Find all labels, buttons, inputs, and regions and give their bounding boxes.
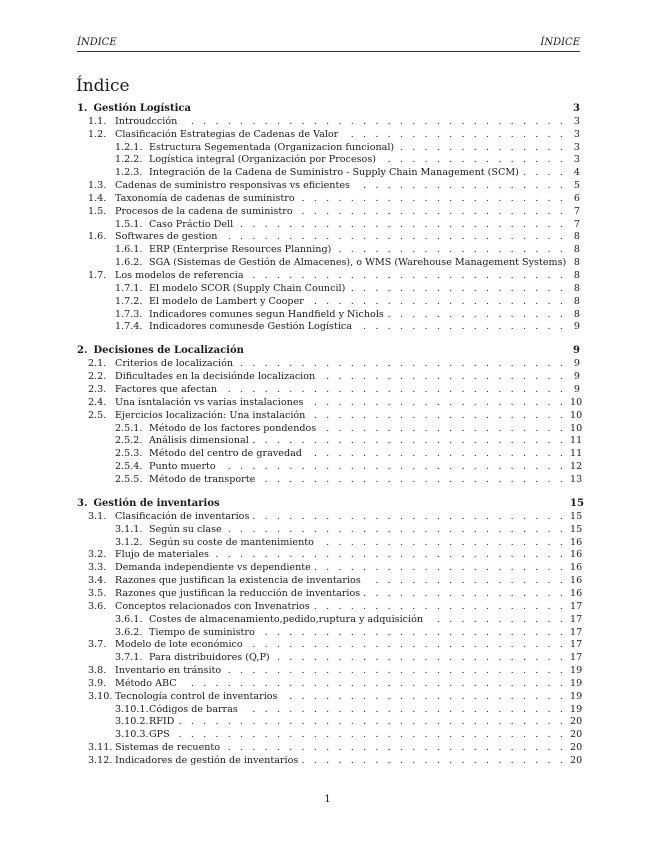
toc-entry-3-5[interactable] (77, 587, 583, 601)
toc-entry-number: 1.2.2. (115, 154, 143, 166)
toc-entry-number: 1.2.3. (115, 167, 143, 179)
toc-entry-number: 1.7.2. (115, 295, 143, 307)
toc-entry-number: 3.9. (88, 677, 107, 689)
toc-entry-3-6[interactable] (77, 600, 583, 614)
toc-entry-page: 20 (570, 729, 583, 741)
toc-entry-number: 1.6.1. (115, 244, 143, 256)
toc-entry-3-2[interactable] (77, 549, 583, 562)
toc-entry-page: 5 (573, 180, 580, 192)
toc-entry-1-7-4[interactable] (77, 321, 580, 334)
toc-entry-page: 17 (570, 639, 583, 651)
toc-entry-title: Gestión de inventarios (93, 498, 220, 510)
toc-entry-page: 9 (573, 321, 580, 333)
toc-entry-number: 3.8. (88, 665, 107, 677)
toc-entry-title: Flujo de materiales (115, 549, 209, 561)
toc-entry-3-1-1[interactable] (77, 523, 583, 537)
toc-entry-number: 3.10.1. (115, 703, 149, 715)
toc-entry-title: Criterios de localización (115, 358, 234, 370)
toc-entry-title: Logística integral (Organización por Procesos) (149, 154, 376, 166)
toc-entry-title: Indicadores comunesde Gestión Logística (149, 321, 352, 333)
toc-entry-number: 3.5. (88, 587, 107, 599)
toc-entry-leader (315, 562, 566, 575)
toc-entry-number: 1.3. (88, 180, 107, 192)
toc-entry-1-7[interactable] (77, 270, 580, 283)
toc-entry-page: 3 (573, 103, 580, 114)
toc-entry-leader (364, 588, 566, 601)
toc-entry-number: 3.7.1. (115, 652, 143, 664)
toc-entry-page: 12 (570, 461, 583, 473)
toc-entry-page: 16 (570, 549, 583, 561)
toc-entry-page: 3 (573, 141, 580, 153)
toc-entry-page: 10 (570, 396, 583, 408)
toc-entry-1-2-1[interactable] (77, 142, 580, 155)
toc-entry-leader (380, 154, 566, 167)
toc-entry-number: 3.12. (88, 754, 113, 766)
toc-entry-number: 3.10.2. (115, 716, 149, 728)
toc-entry-3[interactable] (77, 498, 584, 511)
toc-entry-page: 20 (570, 716, 583, 728)
page-number: 1 (324, 794, 331, 805)
toc-entry-leader (319, 371, 566, 384)
toc-entry-leader (225, 665, 566, 678)
toc-entry-page: 19 (570, 677, 583, 689)
toc-entry-title: El modelo de Lambert y Cooper (149, 295, 304, 307)
toc-entry-page: 20 (570, 742, 583, 754)
toc-entry-number: 1.5.1. (115, 218, 143, 230)
toc-entry-title: Decisiones de Localización (93, 345, 244, 357)
toc-entry-number: 1.2. (88, 128, 107, 140)
toc-entry-leader (181, 678, 566, 691)
toc-entry-leader (309, 410, 566, 423)
toc-entry-leader (226, 524, 566, 537)
toc-entry-title: Códigos de barras (149, 703, 238, 715)
toc-entry-leader (247, 639, 566, 652)
toc-entry-leader (274, 652, 566, 665)
toc-entry-title: Taxonomía de cadenas de suministro (115, 192, 295, 204)
toc-entry-1[interactable] (77, 103, 580, 116)
toc-entry-page: 8 (573, 269, 580, 281)
toc-entry-number: 1.7.1. (115, 282, 143, 294)
toc-entry-leader (221, 231, 566, 244)
toc-entry-page: 17 (570, 613, 583, 625)
toc-entry-3-10[interactable] (77, 690, 583, 704)
toc-entry-title: El modelo SCOR (Supply Chain Council) (149, 282, 346, 294)
toc-entry-leader (349, 283, 566, 296)
toc-entry-leader (224, 742, 566, 755)
toc-entry-title: Según su coste de mantenimiento (149, 536, 314, 548)
toc-entry-1-6-1[interactable] (77, 244, 580, 257)
toc-entry-number: 3.2. (88, 549, 107, 561)
toc-entry-title: Gestión Logística (93, 103, 191, 114)
toc-entry-number: 1.2.1. (115, 141, 143, 153)
toc-entry-leader (335, 244, 566, 257)
toc-entry-1-7-1[interactable] (77, 283, 580, 296)
toc-entry-number: 2.3. (88, 384, 107, 396)
toc-entry-number: 3.6. (88, 600, 107, 612)
toc-entry-page: 19 (570, 703, 583, 715)
toc-entry-leader (174, 729, 566, 742)
toc-entry-title: ERP (Enterprise Resources Planning) (149, 244, 332, 256)
toc-entry-number: 1.6. (88, 231, 107, 243)
toc-entry-number: 2.5.4. (115, 461, 143, 473)
toc-entry-number: 3.11. (88, 742, 113, 754)
toc-entry-leader (306, 448, 566, 461)
toc-entry-number: 3.3. (88, 562, 107, 574)
toc-entry-title: Modelo de lote económico (115, 639, 243, 651)
toc-entry-leader (365, 575, 566, 588)
toc-entry-title: Una isntalación vs varias instalaciones (115, 396, 304, 408)
toc-entry-number: 3. (77, 498, 88, 510)
toc-entry-leader (299, 193, 566, 206)
toc-entry-leader (253, 435, 566, 448)
toc-entry-number: 2.5.5. (115, 473, 143, 485)
toc-entry-2-5-3[interactable] (77, 448, 583, 461)
toc-entry-page: 11 (570, 448, 583, 460)
toc-entry-page: 16 (570, 587, 583, 599)
toc-entry-3-6-2[interactable] (77, 626, 583, 640)
toc-entry-page: 8 (573, 308, 580, 320)
toc-entry-title: Demanda independiente vs dependiente (115, 562, 311, 574)
toc-entry-title: Factores que afectan (115, 384, 218, 396)
toc-entry-title: Razones que justifican la existencia de inventarios (115, 575, 361, 587)
toc-entry-number: 1. (77, 103, 88, 114)
toc-entry-title: Indicadores comunes segun Handfield y Nichols (149, 308, 384, 320)
toc-entry-1-4[interactable] (77, 193, 580, 206)
toc-entry-3-1[interactable] (77, 510, 583, 524)
toc-entry-1-7-2[interactable] (77, 296, 580, 309)
toc-entry-3-12[interactable] (77, 754, 583, 768)
toc-entry-leader (318, 537, 566, 550)
toc-entry-2[interactable] (77, 345, 580, 358)
toc-entry-title: GPS (149, 729, 170, 741)
toc-entry-1-5-1[interactable] (77, 219, 580, 232)
toc-entry-number: 1.6.2. (115, 257, 143, 269)
toc-entry-title: Método de transporte (149, 473, 256, 485)
toc-entry-title: Tiempo de suministro (149, 626, 255, 638)
toc-entry-page: 11 (570, 435, 583, 447)
table-of-contents (77, 103, 584, 768)
toc-entry-2-1[interactable] (77, 358, 580, 371)
toc-entry-leader (178, 716, 566, 729)
toc-entry-title: Conceptos relacionados con Invenatrios (115, 600, 310, 612)
toc-entry-title: Sistemas de recuento (115, 742, 221, 754)
toc-entry-page: 9 (573, 358, 580, 370)
toc-entry-leader (320, 423, 566, 436)
toc-entry-3-6-1[interactable] (77, 613, 583, 627)
toc-entry-page: 15 (570, 498, 584, 510)
toc-entry-page: 4 (573, 167, 580, 179)
toc-entry-title: Tecnología control de inventarios (115, 690, 278, 702)
toc-entry-leader (354, 180, 566, 193)
toc-entry-leader (388, 309, 566, 322)
toc-entry-1-2-2[interactable] (77, 154, 580, 167)
toc-entry-3-8[interactable] (77, 665, 583, 678)
toc-entry-1-2[interactable] (77, 129, 580, 142)
toc-entry-page: 16 (570, 562, 583, 574)
toc-entry-number: 2.5.3. (115, 448, 143, 460)
toc-entry-leader (308, 296, 566, 309)
toc-entry-number: 2. (77, 345, 88, 357)
toc-entry-leader (342, 129, 566, 142)
toc-entry-number: 1.1. (88, 115, 107, 127)
toc-entry-leader (314, 601, 566, 614)
toc-entry-number: 3.1.1. (115, 523, 143, 535)
toc-entry-leader (221, 384, 566, 397)
toc-entry-title: Cadenas de suministro responsivas vs eficientes (115, 180, 350, 192)
page-title: Índice (76, 76, 130, 96)
toc-entry-3-10-3[interactable] (77, 729, 583, 742)
toc-entry-title: Indicadores de gestión de inventarios (115, 754, 299, 766)
toc-entry-title: Clasificación Estrategias de Cadenas de Valor (115, 128, 339, 140)
toc-entry-2-5-5[interactable] (77, 473, 583, 487)
toc-entry-3-11[interactable] (77, 742, 583, 755)
toc-entry-page: 10 (570, 422, 583, 434)
toc-entry-number: 2.4. (88, 396, 107, 408)
running-header-right: ÍNDICE (540, 37, 580, 48)
toc-entry-title: Análisis dimensional (149, 435, 249, 447)
toc-entry-2-2[interactable] (77, 371, 580, 384)
toc-entry-leader (427, 614, 566, 627)
toc-entry-page: 3 (573, 128, 580, 140)
toc-entry-leader (297, 206, 566, 219)
toc-entry-3-1-2[interactable] (77, 536, 583, 550)
toc-entry-number: 3.10. (88, 690, 113, 702)
toc-entry-leader (242, 704, 566, 717)
toc-entry-page: 15 (570, 510, 583, 522)
toc-entry-title: Costes de almacenamiento,pedido,ruptura y adquisición (149, 613, 424, 625)
toc-entry-page: 13 (570, 473, 583, 485)
toc-entry-leader (220, 461, 566, 474)
toc-entry-number: 2.5. (88, 409, 107, 421)
toc-entry-2-3[interactable] (77, 384, 580, 397)
toc-entry-page: 6 (573, 192, 580, 204)
toc-entry-page: 9 (573, 371, 580, 383)
toc-entry-3-10-1[interactable] (77, 703, 583, 717)
toc-entry-number: 2.2. (88, 371, 107, 383)
toc-entry-1-7-3[interactable] (77, 309, 580, 322)
toc-entry-title: RFID (149, 716, 175, 728)
toc-entry-3-7-1[interactable] (77, 652, 583, 665)
toc-entry-number: 3.6.2. (115, 626, 143, 638)
toc-entry-leader (356, 321, 566, 334)
toc-entry-leader (302, 755, 566, 768)
toc-entry-title: Método del centro de gravedad (149, 448, 302, 460)
toc-entry-leader (523, 167, 566, 180)
toc-entry-title: Procesos de la cadena de suministro (115, 205, 293, 217)
toc-entry-page: 15 (570, 523, 583, 535)
toc-entry-number: 1.5. (88, 205, 107, 217)
toc-entry-number: 2.5.1. (115, 422, 143, 434)
toc-entry-title: Introudcción (115, 115, 178, 127)
toc-entry-1-5[interactable] (77, 206, 580, 219)
toc-entry-number: 1.7.3. (115, 308, 143, 320)
toc-entry-3-7[interactable] (77, 639, 583, 652)
toc-entry-title: Según su clase (149, 523, 222, 535)
toc-entry-number: 3.1.2. (115, 536, 143, 548)
toc-entry-leader (259, 474, 566, 487)
toc-entry-page: 17 (570, 626, 583, 638)
toc-entry-page: 8 (573, 282, 580, 294)
toc-entry-leader (307, 397, 566, 410)
toc-entry-title: Clasificación de inventarios (115, 510, 250, 522)
toc-entry-leader (281, 691, 566, 704)
toc-entry-3-9[interactable] (77, 677, 583, 691)
toc-entry-page: 8 (573, 231, 580, 243)
toc-entry-page: 7 (573, 218, 580, 230)
toc-entry-title: Para distribuidores (Q,P) (149, 652, 270, 664)
toc-entry-page: 9 (573, 384, 580, 396)
toc-entry-page: 8 (573, 257, 580, 269)
toc-entry-2-5[interactable] (77, 409, 583, 423)
toc-entry-number: 2.1. (88, 358, 107, 370)
toc-entry-title: Método de los factores pondendos (149, 422, 317, 434)
toc-entry-page: 3 (573, 115, 580, 127)
toc-entry-page: 16 (570, 536, 583, 548)
toc-entry-1-6[interactable] (77, 231, 580, 244)
toc-entry-number: 3.7. (88, 639, 107, 651)
toc-entry-leader (259, 627, 566, 640)
toc-entry-3-10-2[interactable] (77, 716, 583, 729)
toc-entry-leader (253, 511, 566, 524)
header-rule (77, 51, 580, 52)
toc-entry-number: 1.7. (88, 269, 107, 281)
toc-entry-page: 3 (573, 154, 580, 166)
toc-entry-title: Los modelos de referencia (115, 269, 244, 281)
toc-entry-title: Razones que justifican la reducción de inventarios (115, 587, 361, 599)
toc-entry-page: 8 (573, 295, 580, 307)
toc-entry-number: 3.10.3. (115, 729, 149, 741)
toc-entry-leader (181, 116, 566, 129)
toc-entry-page: 7 (573, 205, 580, 217)
toc-entry-title: SGA (Sistemas de Gestión de Almacenes), o WMS (Warehouse Management Systems) (149, 257, 567, 269)
toc-entry-leader (248, 270, 566, 283)
toc-entry-3-3[interactable] (77, 562, 583, 575)
toc-entry-number: 3.1. (88, 510, 107, 522)
toc-entry-title: Dificultades en la decisiónde localizacion (115, 371, 316, 383)
toc-entry-page: 17 (570, 652, 583, 664)
toc-entry-page: 16 (570, 575, 583, 587)
toc-entry-number: 1.4. (88, 192, 107, 204)
toc-entry-number: 1.7.4. (115, 321, 143, 333)
toc-entry-2-5-2[interactable] (77, 435, 583, 448)
toc-entry-page: 8 (573, 244, 580, 256)
toc-entry-title: Integración de la Cadena de Suministro - Supply Chain Management (SCM) (149, 167, 519, 179)
toc-entry-title: Softwares de gestion (115, 231, 218, 243)
toc-entry-page: 20 (570, 754, 583, 766)
toc-entry-page: 17 (570, 600, 583, 612)
toc-entry-number: 3.6.1. (115, 613, 143, 625)
toc-entry-page: 19 (570, 690, 583, 702)
toc-entry-leader (237, 358, 566, 371)
toc-entry-title: Ejercicios localización: Una instalación (115, 409, 306, 421)
running-header-left: ÍNDICE (77, 37, 117, 48)
toc-entry-2-5-4[interactable] (77, 461, 583, 474)
toc-entry-1-1[interactable] (77, 116, 580, 129)
toc-entry-title: Punto muerto (149, 461, 216, 473)
toc-entry-page: 19 (570, 665, 583, 677)
toc-entry-2-5-1[interactable] (77, 422, 583, 436)
toc-entry-leader (237, 219, 566, 232)
toc-entry-2-4[interactable] (77, 396, 583, 410)
toc-entry-number: 3.4. (88, 575, 107, 587)
toc-entry-number: 2.5.2. (115, 435, 143, 447)
toc-entry-page: 9 (573, 345, 580, 357)
toc-entry-1-6-2[interactable] (77, 257, 580, 270)
toc-entry-3-4[interactable] (77, 575, 583, 588)
toc-entry-page: 10 (570, 409, 583, 421)
toc-entry-title: Caso Práctio Dell (149, 218, 234, 230)
toc-entry-leader (213, 549, 566, 562)
toc-entry-leader (398, 142, 566, 155)
toc-entry-title: Inventario en tránsito (115, 665, 222, 677)
toc-entry-title: Estructura Segementada (Organizacion funcional) (149, 141, 395, 153)
toc-entry-title: Método ABC (115, 677, 177, 689)
toc-entry-1-3[interactable] (77, 180, 580, 193)
toc-entry-1-2-3[interactable] (77, 167, 580, 180)
